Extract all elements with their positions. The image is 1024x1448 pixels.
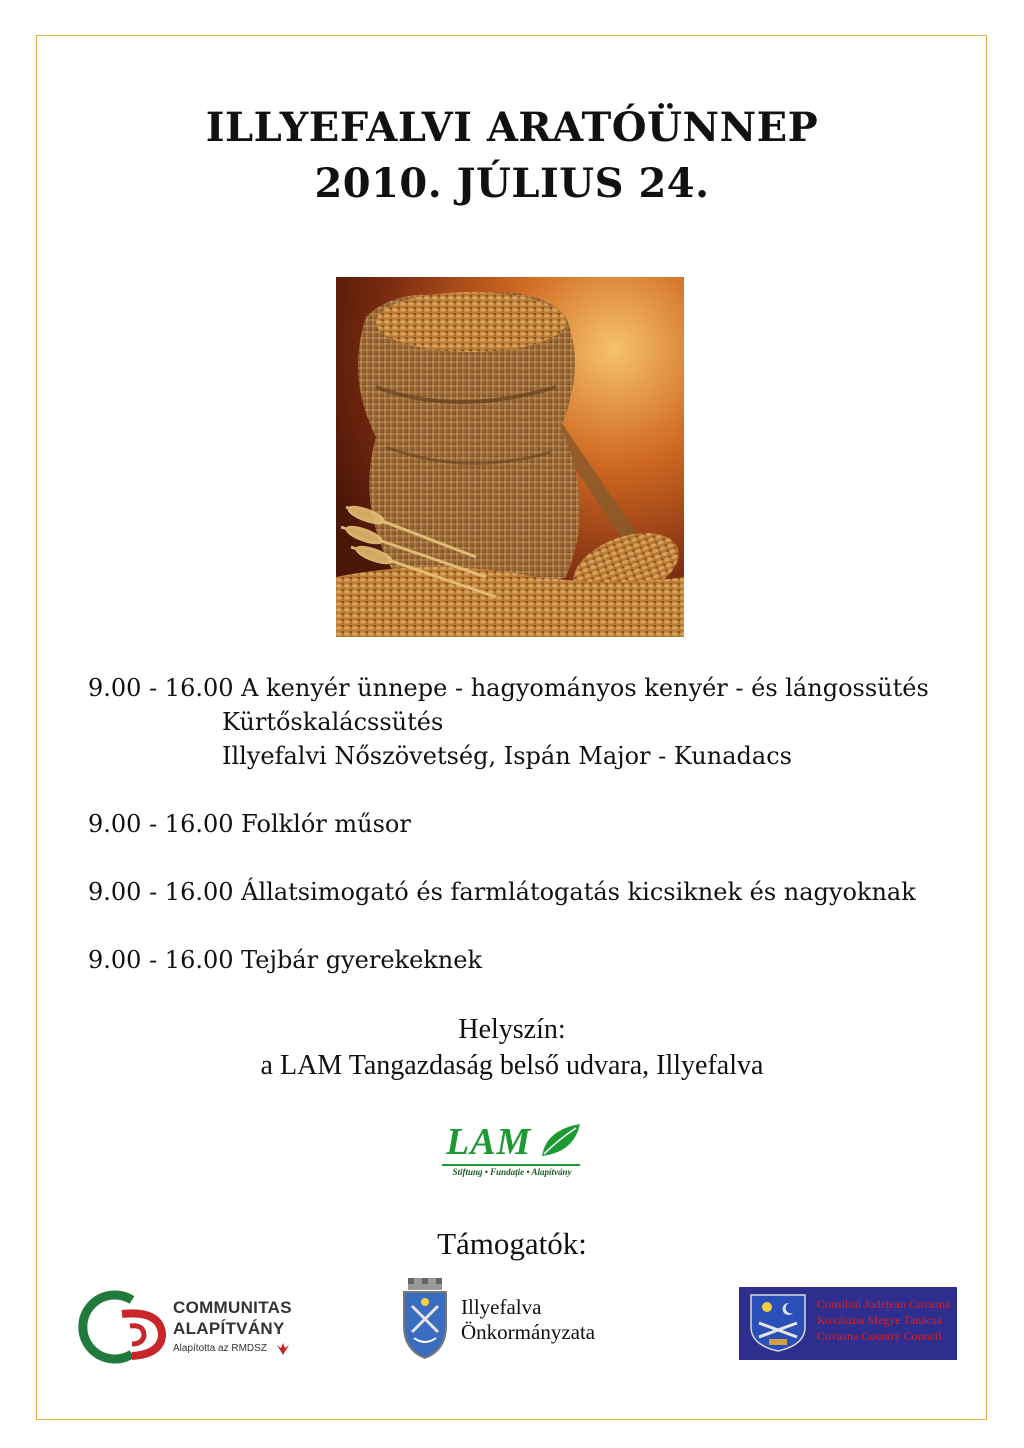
program-sub-item-organizers: Illyefalvi Nőszövetség, Ispán Major - Kunadacs <box>222 742 792 770</box>
communitas-type: ALAPÍTVÁNY <box>173 1319 285 1338</box>
county-coat-of-arms-icon <box>745 1293 811 1353</box>
lam-logo-text: LAM <box>446 1121 532 1163</box>
wheat-sack-photo <box>336 277 684 637</box>
communitas-founder: Alapította az RMDSZ <box>173 1343 267 1354</box>
lam-logo-subtitle: Stiftung • Fundație • Alapítvány <box>452 1167 572 1177</box>
program-text: A kenyér ünnepe - hagyományos kenyér - és lángossütés <box>241 674 929 702</box>
page-border <box>36 35 987 1420</box>
council-name-ro: Consiliul Județean Covasna <box>817 1297 951 1311</box>
communitas-emblem-icon <box>70 1290 170 1365</box>
communitas-logo <box>70 1290 310 1365</box>
program-item-milkbar <box>88 946 482 974</box>
council-name-hu: Kovászna Megye Tanácsa <box>817 1313 942 1327</box>
illyefalva-council: Önkormányzata <box>461 1320 596 1344</box>
leaf-icon <box>538 1122 582 1160</box>
program-time: 9.00 - 16.00 <box>88 878 234 906</box>
sponsors-label: Támogatók: <box>437 1226 587 1261</box>
program-item-folklore <box>88 810 411 838</box>
event-title: ILLYEFALVI ARATÓÜNNEP <box>205 104 819 151</box>
program-item-bread <box>88 674 929 702</box>
program-text: Folklór műsor <box>241 810 411 838</box>
program-time: 9.00 - 16.00 <box>88 946 234 974</box>
illyefalva-logo <box>400 1276 630 1360</box>
communitas-name: COMMUNITAS <box>173 1298 292 1317</box>
coat-of-arms-icon <box>400 1276 450 1360</box>
lam-logo-underline <box>442 1164 580 1166</box>
council-name-en: Covasna Country Council <box>817 1329 942 1343</box>
lam-logo <box>440 1120 585 1182</box>
event-date: 2010. JÚLIUS 24. <box>314 160 710 207</box>
program-item-farm <box>88 878 916 906</box>
location-label: Helyszín: <box>458 1014 566 1045</box>
program-text: Tejbár gyerekeknek <box>241 946 483 974</box>
covasna-council-logo <box>739 1287 957 1360</box>
tulip-icon <box>275 1343 291 1355</box>
location-place: a LAM Tangazdaság belső udvara, Illyefalva <box>260 1050 764 1081</box>
program-sub-item-kurtos: Kürtőskalácssütés <box>222 708 444 736</box>
wheat-sack-illustration <box>336 277 684 637</box>
illyefalva-name: Illyefalva <box>461 1295 542 1319</box>
program-text: Állatsimogató és farmlátogatás kicsiknek és nagyoknak <box>241 878 916 906</box>
program-time: 9.00 - 16.00 <box>88 674 234 702</box>
program-time: 9.00 - 16.00 <box>88 810 234 838</box>
